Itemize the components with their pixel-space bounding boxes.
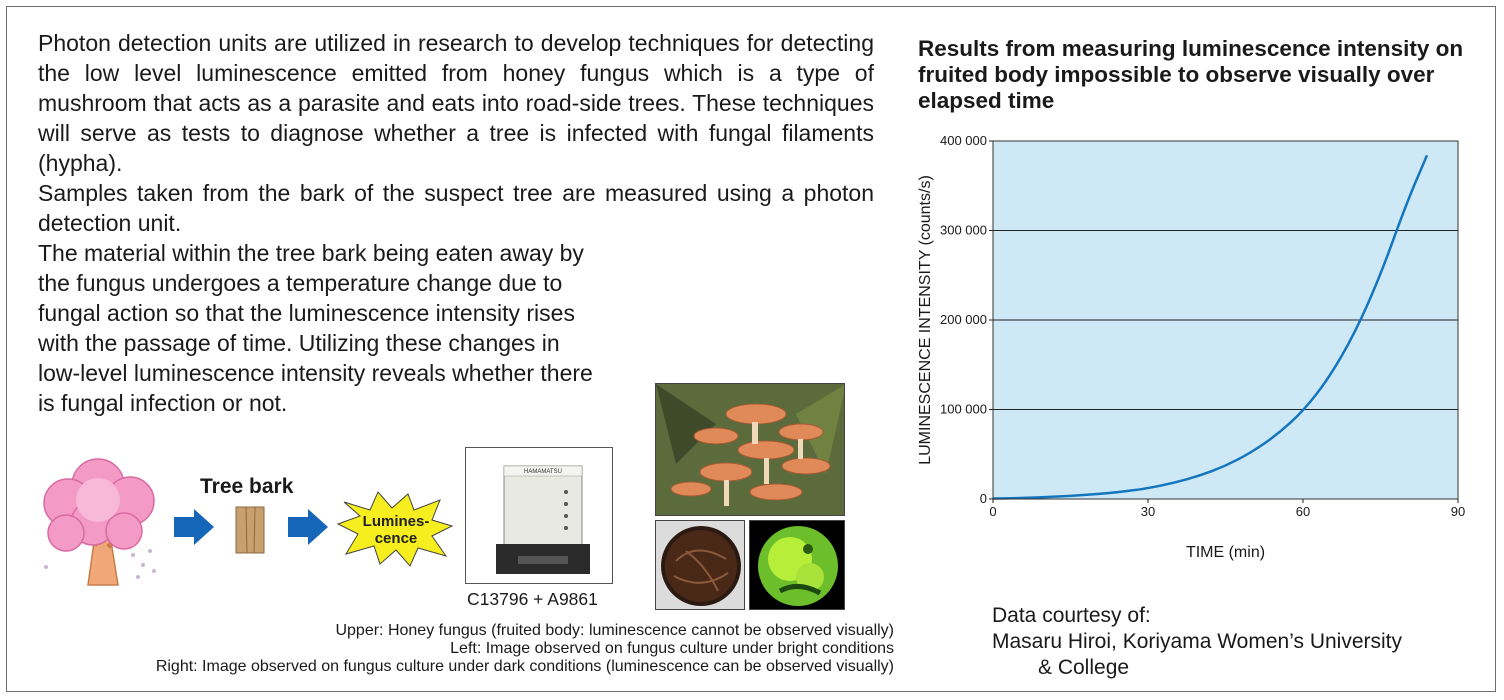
arrow-icon (286, 507, 330, 547)
x-tick-label: 60 (1295, 504, 1311, 519)
device-brand: HAMAMATSU (524, 469, 562, 475)
culture-bright-photo (655, 520, 745, 610)
description-paragraph: Photon detection units are utilized in research to develop techniques for detecting the low level luminescence emitted from honey fungus which is a type of mushroom that acts as a parasite and eats into road-side trees. These techniques will serve as tests to diagnose whether a tree is infected with fungal filaments (hypha). (38, 30, 874, 176)
y-axis-label: LUMINESCENCE INTENSITY (counts/s) (917, 175, 934, 465)
x-ticks (989, 499, 1465, 519)
tree-bark-icon (234, 505, 266, 555)
honey-fungus-photo (655, 383, 845, 516)
credit-line-1: Data courtesy of: (992, 604, 1151, 627)
tree-bark-label: Tree bark (200, 475, 294, 498)
caption-right: Right: Image observed on fungus culture under dark conditions (luminescence can be observed visually) (155, 658, 894, 675)
credit-line-3: & College (1038, 656, 1130, 679)
y-ticks (940, 133, 993, 506)
y-tick-label: 100 000 (940, 401, 987, 417)
tree-canopy (44, 459, 154, 551)
luminescence-burst (336, 488, 456, 568)
product-photo (465, 447, 613, 584)
chart-title: Results from measuring luminescence intensity on fruited body impossible to observe visually over elapsed time (918, 36, 1464, 113)
product-label: C13796 + A9861 (467, 589, 598, 609)
caption-upper: Upper: Honey fungus (fruited body: luminescence cannot be observed visually) (335, 622, 894, 639)
y-tick-label: 400 000 (940, 133, 987, 148)
description-text (38, 28, 874, 418)
caption-left: Left: Image observed on fungus culture under bright conditions (450, 640, 894, 657)
x-tick-label: 30 (1140, 504, 1156, 519)
description-paragraph: Samples taken from the bark of the suspect tree are measured using a photon detection unit. (38, 180, 874, 236)
x-tick-label: 90 (1450, 504, 1466, 519)
culture-dark-photo (749, 520, 845, 610)
fungus-culture-bright (656, 521, 745, 610)
luminescence-label-line2: cence (374, 530, 418, 547)
y-tick-label: 0 (979, 491, 987, 506)
fungus-culture-dark (750, 521, 845, 610)
y-tick-label: 300 000 (940, 222, 987, 238)
description-paragraph: The material within the tree bark being eaten away by the fungus undergoes a temperature change due to fungal action so that the luminescence intensity rises with the passage of time. Utilizing these changes in low-level luminescence intensity reveals whether there is fungal infection or not. (38, 240, 593, 416)
data-credit (992, 603, 1402, 681)
arrow-icon (172, 507, 216, 547)
credit-line-2: Masaru Hiroi, Koriyama Women’s University (992, 630, 1403, 653)
photo-captions (156, 622, 894, 676)
photon-detector-device (466, 448, 612, 583)
y-tick-label: 200 000 (940, 312, 987, 327)
x-tick-label: 0 (989, 504, 997, 519)
luminescence-chart (900, 125, 1480, 585)
x-axis-label: TIME (min) (1185, 544, 1266, 561)
luminescence-label-line1: Lumines- (362, 513, 430, 530)
mushroom-cluster (656, 384, 845, 516)
tree-illustration (38, 455, 163, 587)
